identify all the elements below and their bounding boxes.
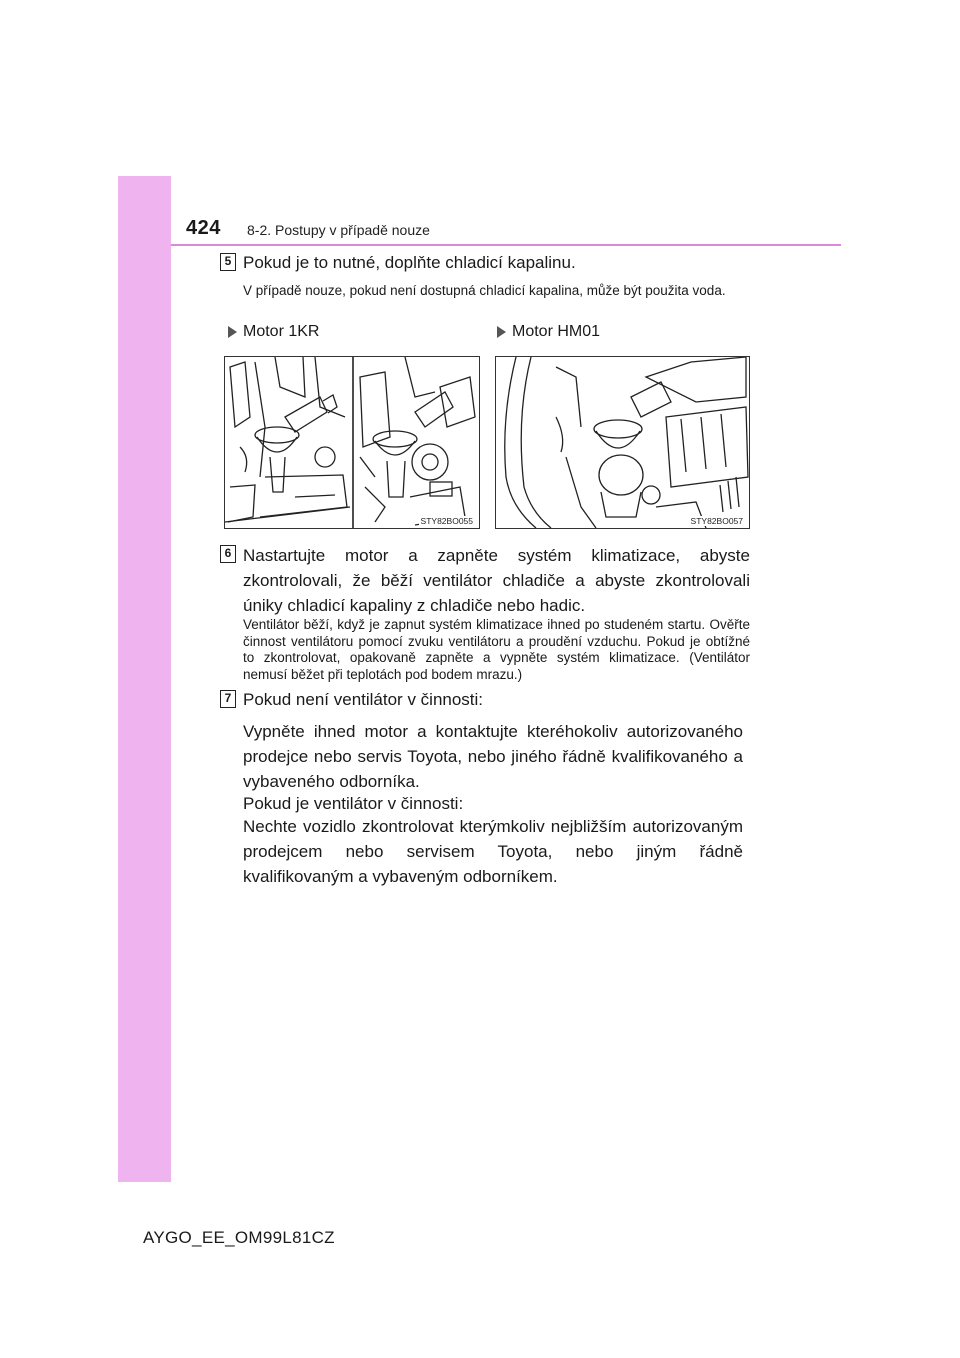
- figure-code: STY82BO057: [690, 516, 743, 526]
- step-5-note: V případě nouze, pokud není dostupná chladicí kapalina, může být použita voda.: [243, 283, 726, 298]
- step-7-paragraph-3: Nechte vozidlo zkontrolovat kterýmkoliv nejbližším autorizovaným prodejcem nebo servisem Toyota, nebo jiným řádně kvalifikovaným a vybaveným odborníkem.: [243, 817, 743, 886]
- step-6-text: Nastartujte motor a zapněte systém klimatizace, abyste zkontrolovali, že běží ventilátor chladiče a abyste zkontrolovali úniky chladicí kapaliny z chladiče nebo hadic.: [243, 546, 750, 615]
- step-6-note: Ventilátor běží, když je zapnut systém klimatizace ihned po studeném startu. Ověřte činnost ventilátoru pomocí zvuku ventilátoru a proudění vzduchu. Pokud je obtížné to zkontrolovat, opakovaně zapněte a vypněte systém klimatizace. (Ventilátor nemusí běžet při teplotách pod bodem mrazu.): [243, 617, 750, 682]
- step-7-paragraph-2: Pokud je ventilátor v činnosti:: [243, 794, 464, 813]
- engine-1kr-illustration: [225, 357, 479, 528]
- step-7-text: Pokud není ventilátor v činnosti:: [243, 690, 484, 709]
- step-7-paragraph-1: Vypněte ihned motor a kontaktujte kteréhokoliv autorizovaného prodejce nebo servis Toyota, nebo jiného řádně kvalifikovaného a vybaveného odborníka.: [243, 722, 743, 791]
- figure-engine-1kr: [224, 356, 480, 529]
- step-number-5: 5: [220, 253, 236, 271]
- figure-engine-hm01: [495, 356, 750, 529]
- step-5-text: Pokud je to nutné, doplňte chladicí kapalinu.: [243, 253, 576, 272]
- figure-code: STY82BO055: [420, 516, 473, 526]
- header-rule: [171, 244, 841, 246]
- figure-label-text: Motor 1KR: [243, 323, 320, 340]
- figure-label-text: Motor HM01: [512, 323, 601, 340]
- figure-label-hm01: [497, 323, 600, 341]
- section-title: 8-2. Postupy v případě nouze: [247, 222, 430, 238]
- step-number-6: 6: [220, 545, 236, 563]
- triangle-bullet-icon: [497, 326, 506, 338]
- side-band: [118, 176, 171, 1182]
- triangle-bullet-icon: [228, 326, 237, 338]
- figure-label-1kr: [228, 323, 319, 341]
- engine-hm01-illustration: [496, 357, 749, 528]
- step-number-7: 7: [220, 690, 236, 708]
- page-number: 424: [186, 217, 221, 239]
- document-code: AYGO_EE_OM99L81CZ: [143, 1228, 335, 1247]
